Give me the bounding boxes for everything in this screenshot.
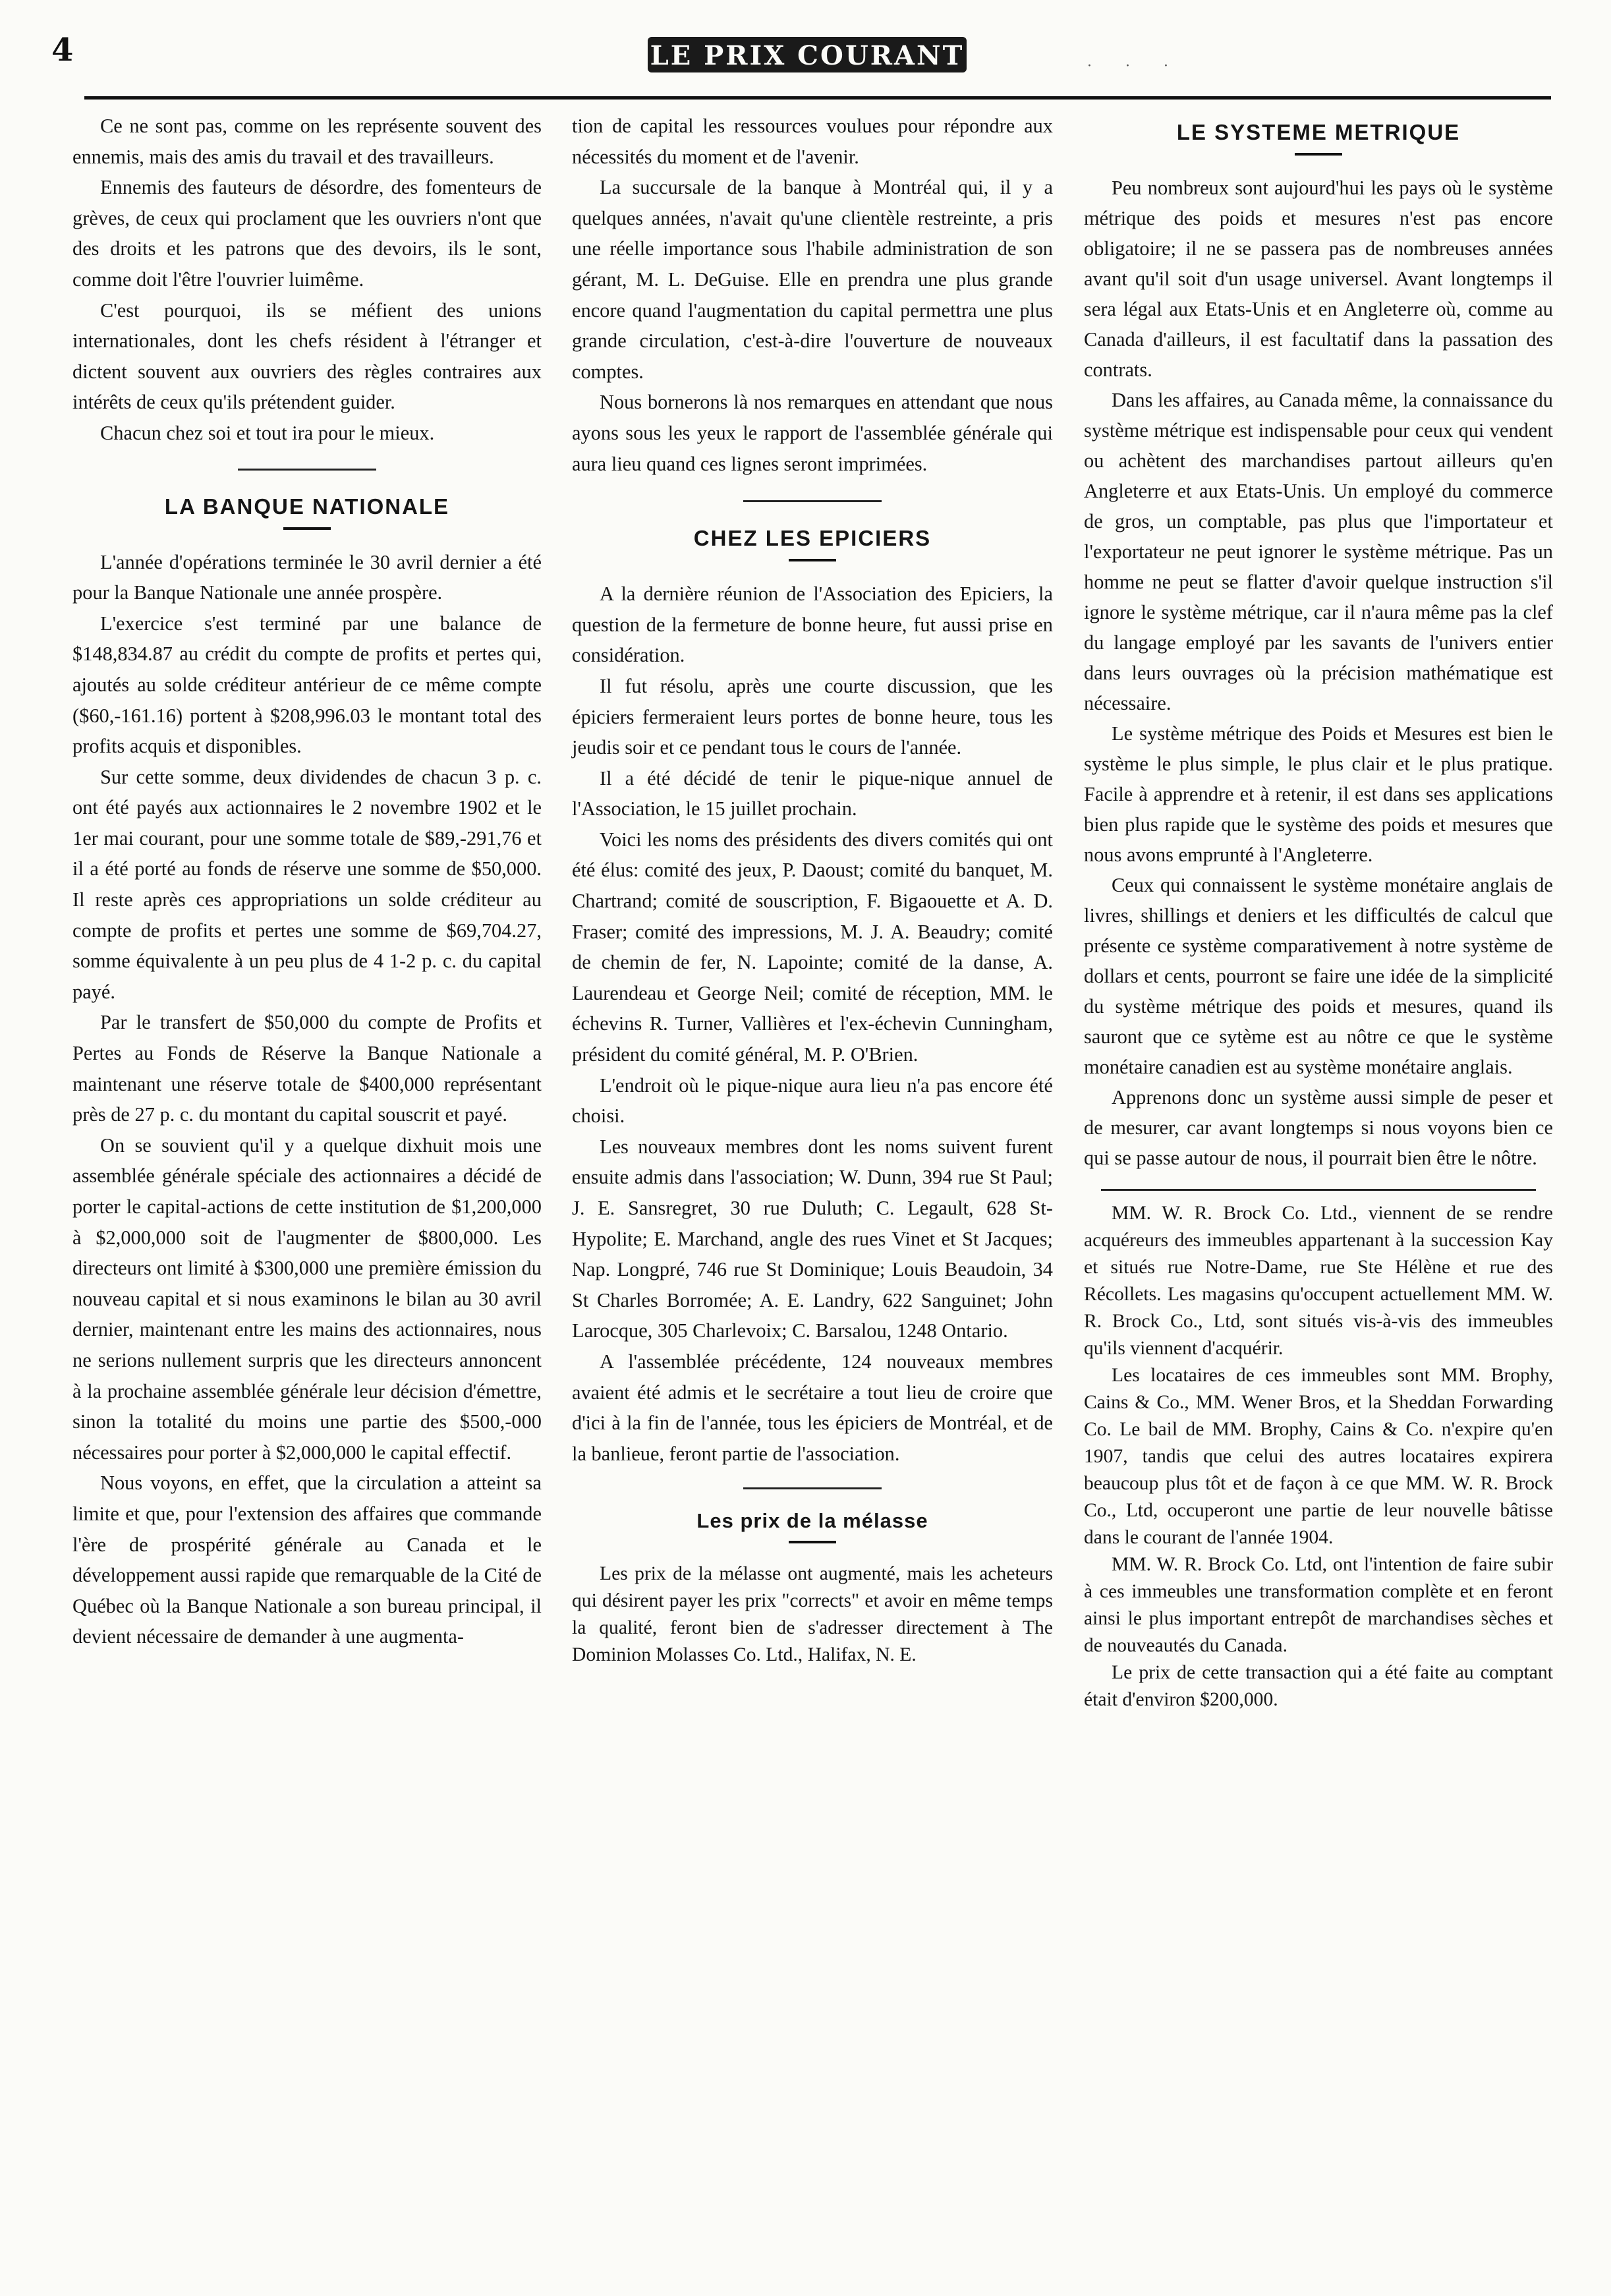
paragraph: MM. W. R. Brock Co. Ltd., viennent de se rendre acquéreurs des immeubles appartenant à la succession Kay et situés rue Notre-Dame, rue Ste Hélène et rue des Récollets. Les magasins qu'occupent actuellement MM. W. R. Brock Co., Ltd, sont situés vis-à-vis des immeubles qu'ils viennent d'acquérir.: [1084, 1203, 1553, 1359]
paragraph: Dans les affaires, au Canada même, la connaissance du système métrique est indispensable pour ceux qui vendent ou achètent des marchandises partout ailleurs qu'en Angleterre et aux Etats-Unis. Un employé du commerce de gros, un comptable, pas plus que l'importateur et l'exportateur ne peut ignorer le système métrique. Pas un homme ne peut se flatter d'avoir quelque instruction s'il ignore le système métrique, car il n'aura même pas la clef du langage employé par les savants de l'univers entier dans leurs ouvrages où la précision mathématique est nécessaire.: [1084, 389, 1553, 714]
paragraph: Sur cette somme, deux dividendes de chacun 3 p. c. ont été payés aux actionnaires le 2 novembre 1902 et le 1er mai courant, pour une somme totale de $89,-291,76 et il a été porté au fonds de réserve une somme de $50,000. Il reste après ces appropriations un solde créditeur au compte de profits et pertes une somme de $69,704.27, somme équivalente à un peu plus de 4 1-2 p. c. du capital payé.: [72, 765, 542, 1003]
paragraph: Voici les noms des présidents des divers comités qui ont été élus: comité des jeux, P. Daoust; comité du banquet, M. Chartrand; comité de souscription, F. Bigaouette et A. D. Fraser; comité des impressions, M. J. A. Beaudry; comité de chemin de fer, N. Lapointe; comité de la danse, A. Laurendeau et George Neil; comité de réception, MM. le échevins R. Turner, Vallières et l'ex-échevin Cunningham, président du comité général, M. P. O'Brien.: [572, 828, 1053, 1066]
heading-underline: [1295, 153, 1342, 156]
paragraph: Ennemis des fauteurs de désordre, des fomenteurs de grèves, de ceux qui proclament que les ouvriers n'ont que des droits et les patrons que des devoirs, ils le sont, comme doit l'être l'ouvrier luimême.: [72, 176, 542, 291]
paragraph: Ceux qui connaissent le système monétaire anglais de livres, shillings et deniers et les difficultés de calcul que présente ce système comparativement à notre système de dollars et cents, pourront se faire une idée de la simplicité du système métrique des poids et mesures, quand ils sauront que ce sytème est au nôtre ce que le système monétaire canadien est au système monétaire anglais.: [1084, 874, 1553, 1078]
heading-underline: [283, 527, 331, 530]
section-heading-melasse: Les prix de la mélasse: [696, 1509, 928, 1533]
section-heading-banque-nationale: LA BANQUE NATIONALE: [164, 494, 450, 519]
ink-specks: · · ·: [1087, 58, 1183, 74]
page-number: 4: [51, 32, 74, 69]
heading-underline: [789, 1541, 836, 1543]
heading-underline: [789, 559, 836, 561]
paragraph: Nous voyons, en effet, que la circulation a atteint sa limite et que, pour l'extension des affaires que commande l'ère de prospérité générale au Canada et le développement aussi rapide que remarquable de la Cité de Québec où la Banque Nationale a son bureau principal, il devient nécessaire de demander à une augmenta-: [72, 1472, 542, 1648]
paragraph: La succursale de la banque à Montréal qui, il y a quelques années, n'avait qu'une clientèle restreinte, a pris une réelle importance sous l'habile administration de son gérant, M. L. DeGuise. Elle en prendra une plus grande encore quand l'augmentation du capital permettra une plus grande circulation, c'est-à-dire l'ouverture de nouveaux comptes.: [572, 176, 1053, 383]
paragraph: Nous bornerons là nos remarques en attendant que nous ayons sous les yeux le rapport de l'assemblée générale qui aura lieu quand ces lignes seront imprimées.: [572, 391, 1053, 475]
paragraph: Il fut résolu, après une courte discussion, que les épiciers fermeraient leurs portes de bonne heure, tous les jeudis soir et ce pendant tous le cours de l'année.: [572, 674, 1053, 759]
paragraph: L'exercice s'est terminé par une balance de $148,834.87 au crédit du compte de profits et pertes qui, ajoutés au solde créditeur antérieur de ce même compte ($60,-161.16) portent à $208,996.03 le montant total des profits acquis et disponibles.: [72, 612, 542, 758]
column-right: [1084, 111, 1553, 1713]
masthead-text: LE PRIX COURANT: [650, 40, 965, 71]
masthead-logo: [642, 28, 972, 80]
paragraph: Le système métrique des Poids et Mesures est bien le système le plus simple, le plus clair et le plus pratique. Facile à apprendre et à retenir, il est dans ses applications bien plus rapide que le système des poids et mesures que nous avons emprunté à l'Angleterre.: [1084, 722, 1553, 866]
header-rule: [84, 96, 1551, 100]
paragraph: C'est pourquoi, ils se méfient des unions internationales, dont les chefs résident à l'étranger et dictent souvent aux ouvriers des règles contraires aux intérêts de ceux qu'ils prétendent guider.: [72, 299, 542, 414]
paragraph: L'endroit où le pique-nique aura lieu n'a pas encore été choisi.: [572, 1074, 1053, 1128]
paragraph: L'année d'opérations terminée le 30 avril dernier a été pour la Banque Nationale une année prospère.: [72, 550, 542, 604]
paragraph: Chacun chez soi et tout ira pour le mieux.: [100, 421, 435, 444]
paragraph: Les nouveaux membres dont les noms suivent furent ensuite admis dans l'association; W. Dunn, 394 rue St Paul; J. E. Sansregret, 30 rue Duluth; C. Legault, 628 St-Hypolite; E. Marchand, angle des rues Vinet et St Jacques; Nap. Longpré, 746 rue St Dominique; Louis Beaudoin, 34 St Charles Borromée; A. E. Landry, 622 Sanguinet; John Larocque, 305 Charlevoix; C. Barsalou, 1248 Ontario.: [572, 1135, 1053, 1342]
paragraph: Les prix de la mélasse ont augmenté, mais les acheteurs qui désirent payer les prix "corrects" et avoir en même temps la qualité, feront bien de s'adresser directement à The Dominion Molasses Co. Ltd., Halifax, N. E.: [572, 1563, 1053, 1666]
paragraph: Apprenons donc un système aussi simple de peser et de mesurer, car avant longtemps si nous voyons bien ce qui se passe autour de nous, il pourrait bien être le nôtre.: [1084, 1086, 1553, 1169]
paragraph: On se souvient qu'il y a quelque dixhuit mois une assemblée générale spéciale des actionnaires a décidé de porter le capital-actions de cette institution de $1,200,000 à $2,000,000 soit de l'augmenter de $800,000. Les directeurs ont limité à $300,000 une première émission du nouveau capital et si nous examinons le bilan au 30 avril dernier, maintenant entre les mains des actionnaires, nous ne serions nullement surpris que les directeurs annoncent à la prochaine assemblée générale leur décision d'émettre, sinon la totalité du moins une partie des $500,-000 nécessaires pour porter à $2,000,000 le capital effectif.: [72, 1134, 542, 1464]
paragraph: Ce ne sont pas, comme on les représente souvent des ennemis, mais des amis du travail et des travailleurs.: [72, 115, 542, 168]
paragraph: Peu nombreux sont aujourd'hui les pays où le système métrique des poids et mesures n'est pas encore obligatoire; il ne se passera pas de nombreuses années avant qu'il soit d'un usage universel. Avant longtemps il sera légal aux Etats-Unis et en Angleterre où, comme au Canada d'ailleurs, il est facultatif dans la passation des contrats.: [1084, 177, 1553, 381]
paragraph: Les locataires de ces immeubles sont MM. Brophy, Cains & Co., MM. Wener Bros, et la Sheddan Forwarding Co. Le bail de MM. Brophy, Cains & Co. n'expire qu'en 1907, tandis que celui des autres locataires expirera beaucoup plus tôt et de façon à ce que MM. W. R. Brock Co., Ltd, occuperont une partie de leur nouvelle bâtisse dans le courant de l'année 1904.: [1084, 1365, 1553, 1548]
column-left: [72, 111, 542, 1652]
paragraph: Par le transfert de $50,000 du compte de Profits et Pertes au Fonds de Réserve la Banque Nationale a maintenant une réserve totale de $400,000 représentant près de 27 p. c. du montant du capital souscrit et payé.: [72, 1011, 542, 1126]
paragraph: tion de capital les ressources voulues pour répondre aux nécessités du moment et de l'avenir.: [572, 115, 1053, 168]
column-middle: [572, 111, 1053, 1669]
paragraph: MM. W. R. Brock Co. Ltd, ont l'intention de faire subir à ces immeubles une transformation complète et en feront ainsi le plus important entrepôt de marchandises sèches et de nouveautés du Canada.: [1084, 1554, 1553, 1656]
section-heading-systeme-metrique: LE SYSTEME METRIQUE: [1176, 120, 1461, 144]
paragraph: A l'assemblée précédente, 124 nouveaux membres avaient été admis et le secrétaire a tout lieu de croire que d'ici à la fin de l'année, tous les épiciers de Montréal, et de la banlieue, feront partie de l'association.: [572, 1350, 1053, 1465]
paragraph: A la dernière réunion de l'Association des Epiciers, la question de la fermeture de bonne heure, fut aussi prise en considération.: [572, 583, 1053, 667]
paragraph: Le prix de cette transaction qui a été faite au comptant était d'environ $200,000.: [1084, 1662, 1553, 1710]
paragraph: Il a été décidé de tenir le pique-nique annuel de l'Association, le 15 juillet prochain.: [572, 766, 1053, 820]
section-heading-epiciers: CHEZ LES EPICIERS: [693, 526, 932, 551]
